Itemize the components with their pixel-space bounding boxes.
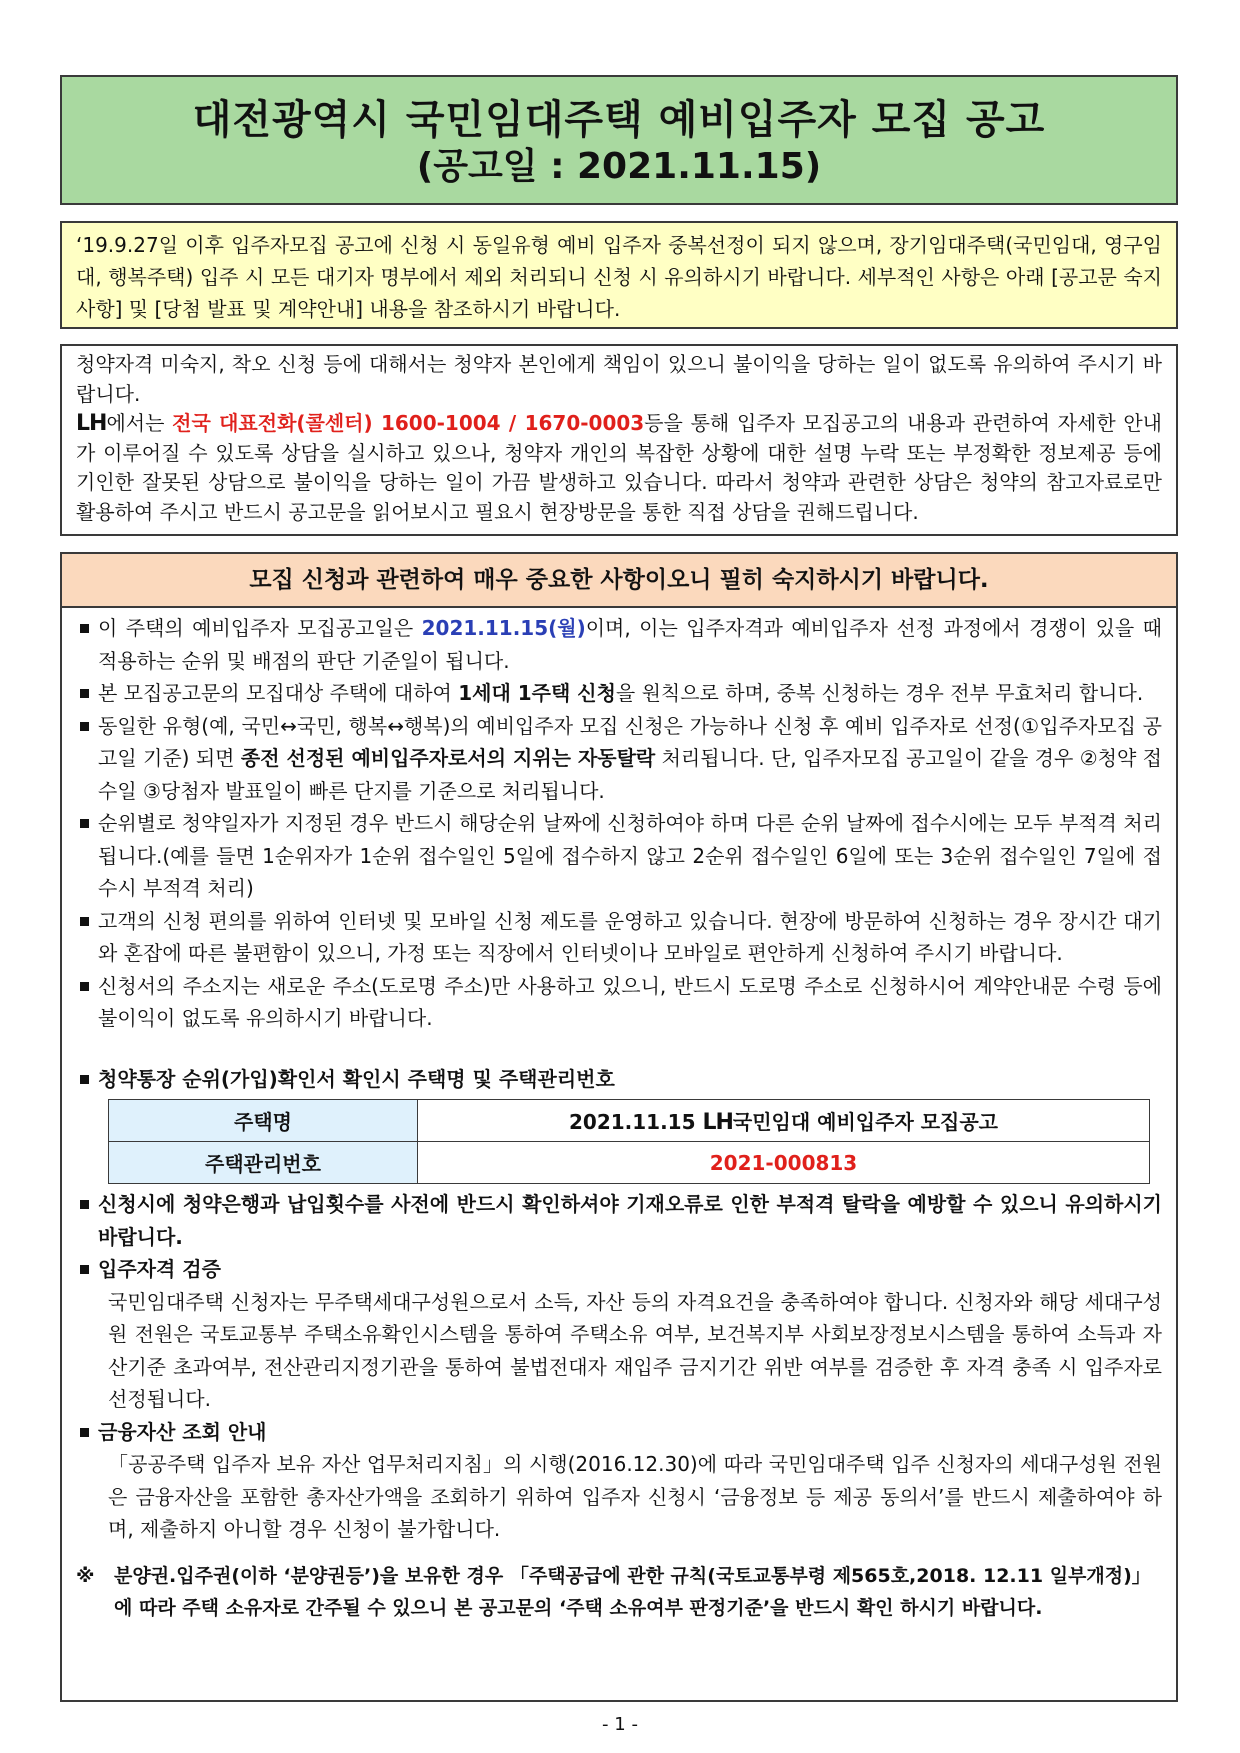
list-item — [76, 612, 1162, 677]
list-item — [76, 1253, 1162, 1286]
financial-asset-text: 「공공주택 입주자 보유 자산 업무처리지침」의 시행(2016.12.30)에 따라 국민임대주택 입주 신청자의 세대구성원 전원은 금융자산을 포함한 총자산가액을 조회하기 위하여 입주자 신청시 ‘금융정보 등 제공 동의서’를 반드시 제출하여야 하며, 제출하지 아니할 경우 신청이 불가합니다. — [108, 1452, 1162, 1541]
duplicate-selection-notice: ‘19.9.27일 이후 입주자모집 공고에 신청 시 동일유형 예비 입주자 중복선정이 되지 않으며, 장기임대주택(국민임대, 영구임대, 행복주택) 입주 시 모든 대기자 명부에서 제외 처리되니 신청 시 유의하시기 바랍니다. 세부적인 사항은 아래 [공고문 숙지사항] 및 [당첨 발표 및 계약안내] 내용을 참조하시기 바랍니다. — [60, 221, 1178, 329]
call-center-numbers: 전국 대표전화(콜센터) 1600-1004 / 1670-0003 — [172, 411, 645, 435]
list-item — [76, 1416, 1162, 1449]
lh-logo: LH — [76, 411, 107, 436]
announcement-date-highlight: 2021.11.15(월) — [421, 616, 586, 640]
item-text: 이며, 이는 입주자격과 예비입주자 선정 과정에서 경쟁이 있을 때 적용하는 순위 및 배점의 판단 기준일이 됩니다. — [98, 616, 1162, 673]
title-box — [60, 75, 1178, 205]
item-text: 을 원칙으로 하며, 중복 신청하는 경우 전부 무효처리 합니다. — [615, 681, 1144, 705]
spacer — [76, 1035, 1162, 1063]
housing-info-table — [108, 1099, 1150, 1184]
item-text: 청약통장 순위(가입)확인서 확인시 주택명 및 주택관리번호 — [98, 1066, 615, 1091]
housing-id-value: 2021-000813 — [418, 1142, 1150, 1184]
item-text: 신청서의 주소지는 새로운 주소(도로명 주소)만 사용하고 있으니, 반드시 도로명 주소로 신청하시어 계약안내문 수령 등에 불이익이 없도록 유의하시기 바랍니다. — [98, 973, 1162, 1030]
item-text: 신청시에 청약은행과 납입횟수를 사전에 반드시 확인하셔야 기재오류로 인한 부적격 탈락을 예방할 수 있으니 유의하시기 바랍니다. — [98, 1192, 1162, 1249]
section-title: 금융자산 조회 안내 — [98, 1419, 267, 1444]
list-item — [76, 710, 1162, 808]
page-title: 대전광역시 국민임대주택 예비입주자 모집 공고 — [192, 97, 1046, 143]
footnote — [76, 1560, 1162, 1624]
item-text-bold: 종전 선정된 예비입주자로서의 지위는 자동탈락 — [240, 746, 656, 770]
lh-logo: LH — [702, 1110, 733, 1135]
bullet-square-icon — [80, 1265, 89, 1274]
list-item — [76, 970, 1162, 1035]
list-item — [76, 905, 1162, 970]
bullet-square-icon — [80, 722, 89, 731]
bullet-square-icon — [80, 1428, 89, 1437]
page-number: - 1 - — [602, 1714, 638, 1735]
item-text: 고객의 신청 편의를 위하여 인터넷 및 모바일 신청 제도를 운영하고 있습니다. 현장에 방문하여 신청하는 경우 장시간 대기와 혼잡에 따른 불편함이 있으니, 가정 또는 직장에서 인터넷이나 모바일로 편안하게 신청하여 주시기 바랍니다. — [98, 908, 1162, 965]
bullet-square-icon — [80, 917, 89, 926]
cell-text: 2021.11.15 — [568, 1110, 703, 1134]
item-text-bold: 1세대 1주택 신청 — [458, 681, 616, 705]
item-text: 처리됩니다. 단, 입주자모집 공고일이 같을 경우 ②청약 접수일 ③당첨자 발표일이 빠른 단지를 기준으로 처리됩니다. — [98, 746, 1162, 803]
item-text: 이 주택의 예비입주자 모집공고일은 — [98, 616, 422, 640]
announcement-date: (공고일 : 2021.11.15) — [416, 146, 822, 187]
bullet-square-icon — [80, 624, 89, 633]
bullet-square-icon — [80, 689, 89, 698]
table-row — [109, 1142, 1150, 1184]
eligibility-verification-text: 국민임대주택 신청자는 무주택세대구성원으로서 소득, 자산 등의 자격요건을 충족하여야 합니다. 신청자와 해당 세대구성원 전원은 국토교통부 주택소유확인시스템을 통하여 주택소유 여부, 보건복지부 사회보장정보시스템을 통하여 소득과 자산기준 초과여부, 전산관리지정기관을 통하여 불법전대자 재입주 금지기간 위반 여부를 검증한 후 자격 충족 시 입주자로 선정됩니다. — [108, 1289, 1162, 1411]
notice-text: 에서는 — [106, 411, 173, 435]
responsibility-notice — [60, 344, 1178, 536]
bullet-square-icon — [80, 1200, 89, 1209]
housing-name-label: 주택명 — [109, 1100, 418, 1142]
bullet-square-icon — [80, 1075, 89, 1084]
reference-mark-icon: ※ — [76, 1564, 95, 1587]
item-text: 본 모집공고문의 모집대상 주택에 대하여 — [98, 681, 459, 705]
table-row — [109, 1100, 1150, 1142]
list-item — [76, 677, 1162, 710]
item-text: 순위별로 청약일자가 지정된 경우 반드시 해당순위 날짜에 신청하여야 하며 다른 순위 날짜에 접수시에는 모두 부적격 처리됩니다.(예를 들면 1순위자가 1순위 접수일인 5일에 접수하지 않고 2순위 접수일인 6일에 또는 3순위 접수일인 7일에 접수시 부적격 처리) — [98, 811, 1162, 900]
notice-text: 등을 통해 입주자 모집공고의 내용과 관련하여 자세한 안내가 이루어질 수 있도록 상담을 실시하고 있으나, 청약자 개인의 복잡한 상황에 대한 설명 누락 또는 부정확한 정보제공 등에 기인한 잘못된 상담으로 불이익을 당하는 일이 가끔 발생하고 있습니다. 따라서 청약과 관련한 상담은 청약의 참고자료로만 활용하여 주시고 반드시 공고문을 읽어보시고 필요시 현장방문을 통한 직접 상담을 권해드립니다. — [76, 411, 1163, 524]
important-notes-box — [60, 552, 1178, 1702]
notice-paragraph-1: 청약자격 미숙지, 착오 신청 등에 대해서는 청약자 본인에게 책임이 있으니 불이익을 당하는 일이 없도록 유의하여 주시기 바랍니다. — [76, 352, 1162, 406]
list-item — [76, 1188, 1162, 1253]
list-item — [76, 1063, 1162, 1096]
list-item — [76, 807, 1162, 905]
section-title: 입주자격 검증 — [98, 1257, 221, 1281]
notice-paragraph-2 — [76, 409, 1162, 527]
footnote-text: 분양권.입주권(이하 ‘분양권등’)을 보유한 경우 「주택공급에 관한 규칙(국토교통부령 제565호,2018. 12.11 일부개정)」에 따라 주택 소유자로 간주될 수 있으니 본 공고문의 ‘주택 소유여부 판정기준’을 반드시 확인 하시기 바랍니다. — [114, 1564, 1151, 1619]
important-notes-body — [62, 608, 1176, 1624]
bullet-square-icon — [80, 982, 89, 991]
housing-id-label: 주택관리번호 — [109, 1142, 418, 1184]
cell-text: 국민임대 예비입주자 모집공고 — [732, 1110, 999, 1134]
important-notes-header: 모집 신청과 관련하여 매우 중요한 사항이오니 필히 숙지하시기 바랍니다. — [62, 554, 1176, 608]
bullet-square-icon — [80, 819, 89, 828]
housing-name-value — [418, 1100, 1150, 1142]
item-text: 동일한 유형(예, 국민↔국민, 행복↔행복)의 예비입주자 모집 신청은 가능하나 신청 후 예비 입주자로 선정(①입주자모집 공고일 기준) 되면 — [98, 713, 1162, 770]
